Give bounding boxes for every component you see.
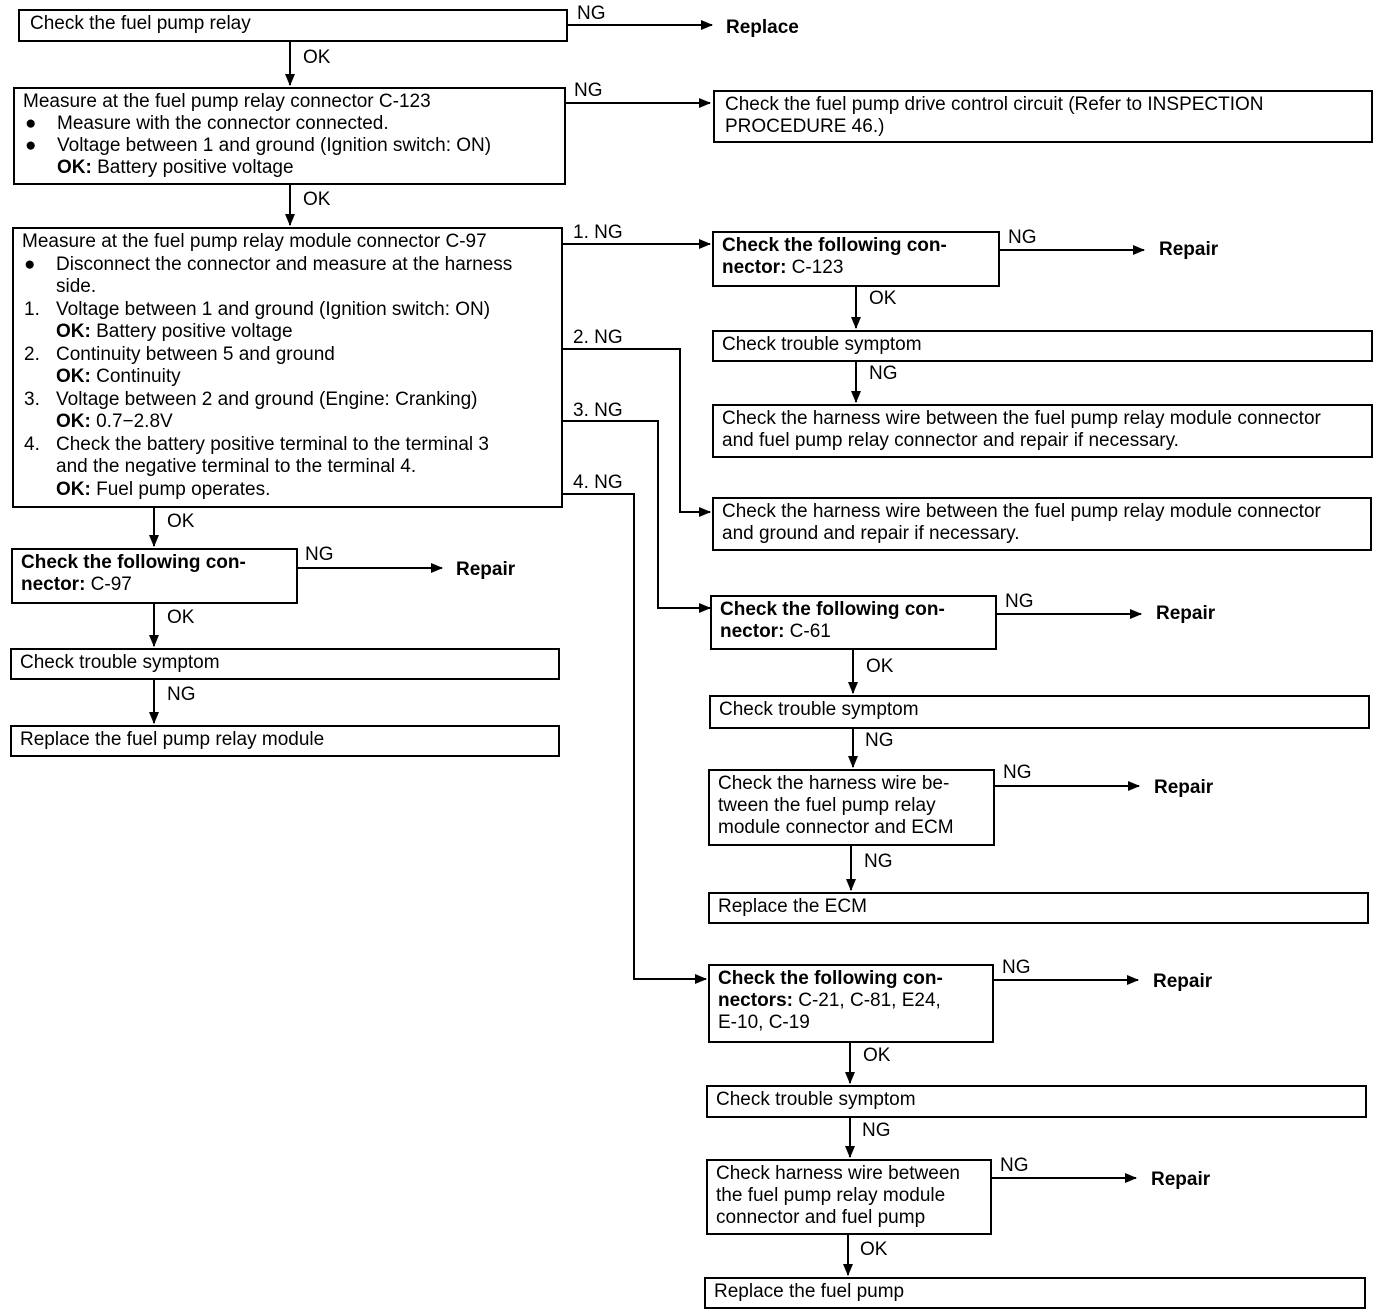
b4-conn-ids-b: E-10, C-19 — [718, 1012, 810, 1033]
step-c97-ok3: 0.7−2.8V — [90, 411, 173, 432]
step-left-check-connector — [11, 548, 298, 604]
ok-label: OK: — [57, 157, 92, 178]
left-symptom-text: Check trouble symptom — [20, 652, 220, 673]
step-replace-ecm — [708, 892, 1369, 924]
step-c97-ok4: Fuel pump operates. — [90, 478, 271, 500]
replace-pump-text: Replace the fuel pump — [714, 1281, 905, 1302]
label-ng: NG — [1002, 957, 1031, 978]
label-ng: NG — [305, 544, 334, 565]
label-ng: NG — [577, 3, 606, 24]
label-ng: NG — [1003, 762, 1032, 783]
item-number: 3. — [24, 388, 40, 410]
label-ng: NG — [574, 80, 603, 101]
step-b2-check-harness — [712, 497, 1372, 551]
b3-symptom-text: Check trouble symptom — [719, 699, 919, 720]
left-conn-line2: nector: — [21, 574, 86, 595]
step-c123-item1: Measure with the connector connected. — [57, 113, 389, 134]
ok-label: OK: — [56, 478, 91, 500]
step-b4-check-symptom — [706, 1085, 1367, 1118]
b1-harness-line1: Check the harness wire between the fuel pump relay module connector — [722, 408, 1321, 429]
bullet: ● — [25, 113, 37, 134]
label-ok: OK — [167, 607, 195, 628]
drive-line1: Check the fuel pump drive control circuit (Refer to INSPECTION — [725, 94, 1264, 115]
result-repair: Repair — [456, 559, 516, 580]
b3-harness-line2: tween the fuel pump relay — [718, 795, 936, 816]
b4-conn-line2: nectors: — [718, 990, 793, 1011]
b4-harness-line2: the fuel pump relay module — [716, 1185, 946, 1206]
b3-harness-line1: Check the harness wire be- — [718, 773, 950, 794]
arrow-ng4 — [563, 494, 706, 979]
step-b3-check-symptom — [709, 695, 1370, 729]
label-ok: OK — [303, 47, 331, 68]
step-c123-item2: Voltage between 1 and ground (Ignition switch: ON) — [57, 135, 492, 156]
left-conn-line1: Check the following con- — [21, 552, 246, 573]
step-b1-check-connector — [712, 231, 1000, 287]
b4-conn-ids-a: C-21, C-81, E24, — [792, 990, 941, 1011]
step-c97-item1: Voltage between 1 and ground (Ignition switch: ON) — [56, 298, 491, 320]
step-left-check-symptom — [10, 648, 560, 680]
label-ng: NG — [865, 730, 894, 751]
b4-harness-line1: Check harness wire between — [716, 1163, 960, 1184]
step-c123-ok-value: Battery positive voltage — [91, 157, 294, 178]
step-c97-item4a: Check the battery positive terminal to the terminal 3 — [56, 433, 489, 455]
label-ng: NG — [1008, 227, 1037, 248]
b3-conn-id: C-61 — [784, 621, 831, 642]
result-repair: Repair — [1159, 239, 1219, 260]
b2-harness-line2: and ground and repair if necessary. — [722, 523, 1020, 544]
replace-module-text: Replace the fuel pump relay module — [20, 729, 325, 750]
label-ok: OK — [866, 656, 894, 677]
label-ok: OK — [167, 511, 195, 532]
b3-conn-line1: Check the following con- — [720, 599, 945, 620]
b1-conn-line2: nector: — [722, 257, 787, 278]
label-ok: OK — [869, 288, 897, 309]
result-repair: Repair — [1151, 1169, 1211, 1190]
label-ng: NG — [167, 684, 196, 705]
bullet: ● — [25, 135, 37, 156]
step-b4-check-harness — [706, 1159, 992, 1235]
item-number: 4. — [24, 433, 40, 455]
step-b4-check-connectors — [708, 964, 994, 1043]
b1-symptom-text: Check trouble symptom — [722, 334, 922, 355]
step-b1-check-symptom — [712, 330, 1373, 362]
step-c123-title: Measure at the fuel pump relay connector C-123 — [23, 91, 431, 112]
ok-label: OK: — [56, 366, 91, 387]
b1-conn-line1: Check the following con- — [722, 235, 947, 256]
label-ng-1: 1. NG — [573, 222, 623, 243]
step-check-relay — [18, 9, 568, 42]
item-number: 1. — [24, 298, 40, 320]
step-replace-fuel-pump — [704, 1277, 1366, 1309]
step-c97-ok2: Continuity — [90, 366, 181, 387]
step-b1-check-harness — [712, 404, 1373, 458]
step-c97-item3: Voltage between 2 and ground (Engine: Cranking) — [56, 388, 478, 410]
left-conn-id: C-97 — [85, 574, 132, 595]
b3-harness-line3: module connector and ECM — [718, 817, 954, 838]
ok-label: OK: — [56, 411, 91, 432]
label-ng-3: 3. NG — [573, 400, 623, 421]
label-ok: OK — [303, 189, 331, 210]
b1-conn-id: C-123 — [786, 257, 844, 278]
b4-harness-line3: connector and fuel pump — [716, 1207, 926, 1228]
ok-label: OK: — [56, 321, 91, 342]
step-measure-c97 — [12, 227, 563, 508]
result-repair: Repair — [1154, 777, 1214, 798]
step-b3-check-harness — [708, 769, 995, 846]
label-ng: NG — [1005, 591, 1034, 612]
label-ng: NG — [869, 363, 898, 384]
step-c97-ok1: Battery positive voltage — [90, 321, 293, 342]
step-check-relay-text: Check the fuel pump relay — [30, 13, 251, 34]
b3-conn-line2: nector: — [720, 621, 785, 642]
label-ng: NG — [1000, 1155, 1029, 1176]
result-repair: Repair — [1156, 603, 1216, 624]
replace-ecm-text: Replace the ECM — [718, 896, 867, 917]
step-replace-relay-module — [10, 725, 560, 757]
step-b3-check-connector — [710, 595, 997, 650]
b4-symptom-text: Check trouble symptom — [716, 1089, 916, 1110]
result-replace: Replace — [726, 17, 799, 38]
step-c97-item0a: Disconnect the connector and measure at the harness — [56, 253, 513, 275]
result-repair: Repair — [1153, 971, 1213, 992]
arrow-ng3 — [563, 421, 710, 608]
label-ng: NG — [864, 851, 893, 872]
b4-conn-line1: Check the following con- — [718, 968, 943, 989]
bullet: ● — [24, 253, 36, 275]
b1-harness-line2: and fuel pump relay connector and repair if necessary. — [722, 430, 1179, 451]
label-ok: OK — [863, 1045, 891, 1066]
b2-harness-line1: Check the harness wire between the fuel pump relay module connector — [722, 501, 1321, 522]
step-drive-control-circuit — [713, 90, 1373, 143]
step-c97-item2: Continuity between 5 and ground — [56, 343, 335, 365]
label-ng-4: 4. NG — [573, 472, 623, 493]
item-number: 2. — [24, 343, 40, 365]
label-ok: OK — [860, 1239, 888, 1260]
step-c97-title: Measure at the fuel pump relay module connector C-97 — [22, 231, 487, 252]
drive-line2: PROCEDURE 46.) — [725, 116, 885, 137]
step-c97-item4b: and the negative terminal to the terminal 4. — [56, 456, 417, 477]
step-measure-c123 — [13, 87, 566, 185]
label-ng-2: 2. NG — [573, 327, 623, 348]
label-ng: NG — [862, 1120, 891, 1141]
step-c97-item0b: side. — [56, 276, 97, 297]
